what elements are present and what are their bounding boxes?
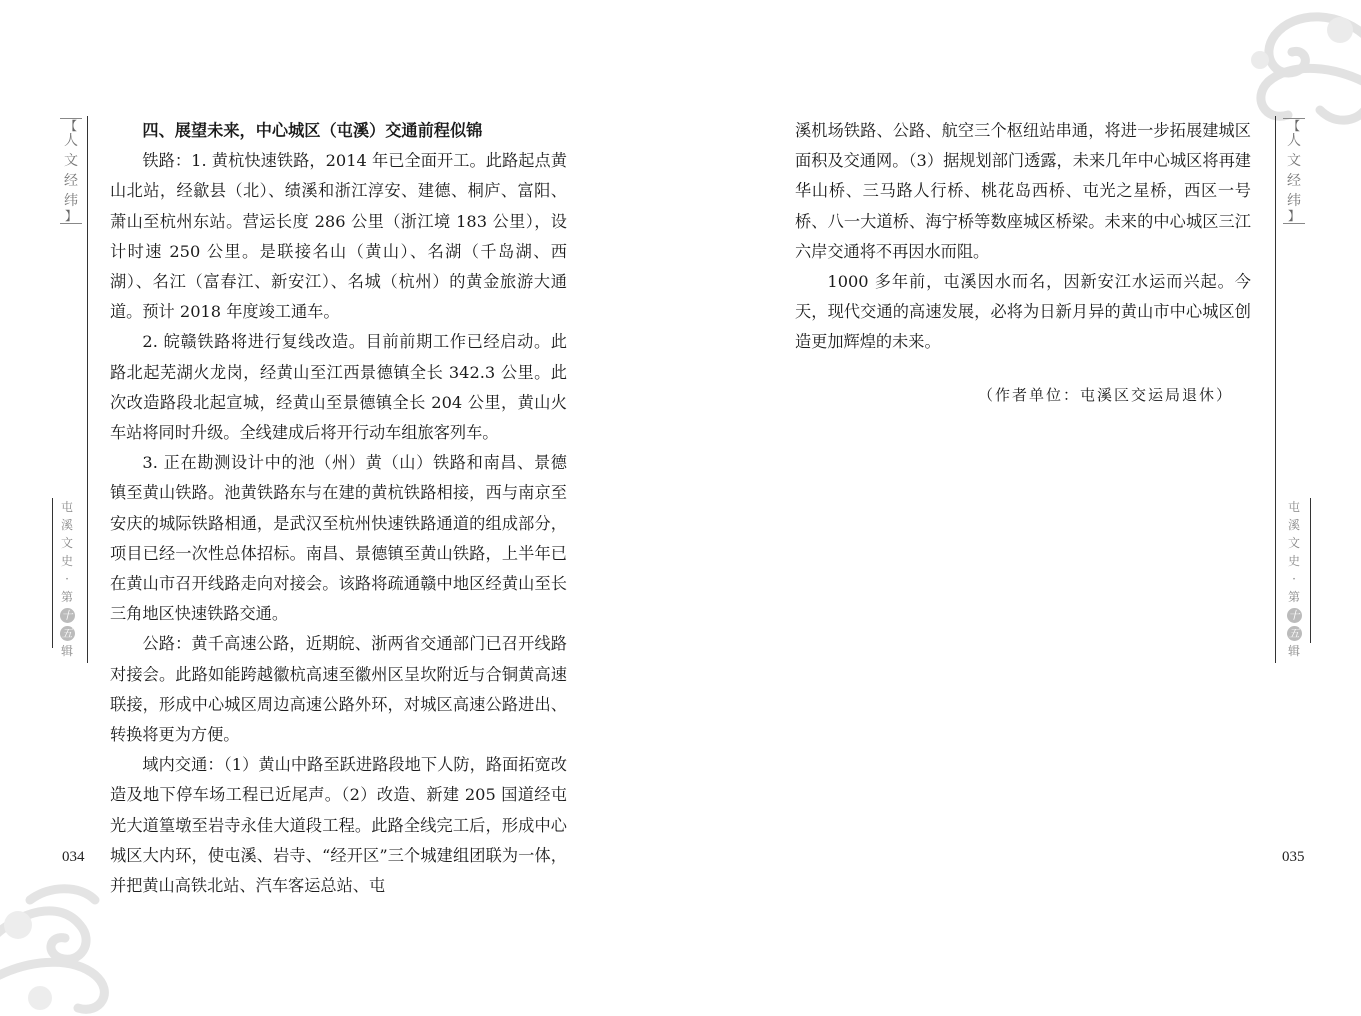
page-number-left: 034 [62, 849, 85, 865]
paragraph: 1000 多年前，屯溪因水而名，因新安江水运而兴起。今天，现代交通的高速发展，必将为日新月异的黄山市中心城区创造更加辉煌的未来。 [795, 272, 1251, 352]
left-text-column [110, 116, 567, 901]
right-volume-tag: 屯 溪 文 史 · 第 十 五 辑 [1287, 500, 1300, 658]
right-margin-rule [1275, 116, 1276, 663]
right-text-column [795, 116, 1251, 410]
author-note: （作者单位：屯溪区交运局退休） [977, 385, 1233, 404]
right-series-tag: 【 人 文 经 纬 】 [1283, 118, 1305, 224]
paragraph: 域内交通：（1）黄山中路至跃进路段地下人防，路面拓宽改造及地下停车场工程已近尾声。（2）改造、新建 205 国道经屯光大道篁墩至岩寺永佳大道段工程。此路全线完工后，形成中心城区大内环，使屯溪、岩寺、“经开区”三个城建组团联为一体，并把黄山高铁北站、汽车客运总站、屯 [110, 755, 567, 896]
left-margin-rule [87, 116, 88, 663]
paragraph: 铁路：1. 黄杭快速铁路，2014 年已全面开工。此路起点黄山北站，经歙县（北）、绩溪和浙江淳安、建德、桐庐、富阳、萧山至杭州东站。营运长度 286 公里（浙江境 183 公里），设计时速 250 公里。是联接名山（黄山）、名湖（千岛湖、西湖）、名江（富春江、新安江）、名城（杭州）的黄金旅游大通道。预计 2018 年度竣工通车。 [110, 151, 567, 322]
paragraph: 2. 皖赣铁路将进行复线改造。目前前期工作已经启动。此路北起芜湖火龙岗，经黄山至江西景德镇全长 342.3 公里。此次改造路段北起宣城，经黄山至景德镇全长 204 公里，黄山火车站将同时升级。全线建成后将开行动车组旅客列车。 [110, 332, 567, 443]
left-volume-tag: 屯 溪 文 史 · 第 十 五 辑 [60, 500, 73, 658]
section-heading: 四、展望未来，中心城区（屯溪）交通前程似锦 [142, 121, 483, 140]
right-vol-rule [1310, 498, 1311, 643]
left-series-tag: 【 人 文 经 纬 】 [60, 118, 82, 224]
page-number-right: 035 [1282, 849, 1305, 865]
paragraph: 3. 正在勘测设计中的池（州）黄（山）铁路和南昌、景德镇至黄山铁路。池黄铁路东与在建的黄杭铁路相接，西与南京至安庆的城际铁路相通，是武汉至杭州快速铁路通道的组成部分，项目已经一次性总体招标。南昌、景德镇至黄山铁路，上半年已在黄山市召开线路走向对接会。该路将疏通赣中地区经黄山至长三角地区快速铁路交通。 [110, 453, 567, 624]
cloud-ornament-icon [1240, 0, 1361, 130]
paragraph: 溪机场铁路、公路、航空三个枢纽站串通，将进一步拓展建城区面积及交通网。（3）据规划部门透露，未来几年中心城区将再建华山桥、三马路人行桥、桃花岛西桥、屯光之星桥，西区一号桥、八一大道桥、海宁桥等数座城区桥梁。未来的中心城区三江六岸交通将不再因水而阻。 [795, 121, 1251, 261]
cloud-ornament-icon [0, 880, 130, 1016]
paragraph: 公路：黄千高速公路，近期皖、浙两省交通部门已召开线路对接会。此路如能跨越徽杭高速至徽州区呈坎附近与合铜黄高速联接，形成中心城区周边高速公路外环，对城区高速公路进出、转换将更为方便。 [110, 634, 567, 745]
left-vol-rule [52, 498, 53, 648]
right-page [680, 0, 1361, 1016]
left-page [0, 0, 680, 1016]
